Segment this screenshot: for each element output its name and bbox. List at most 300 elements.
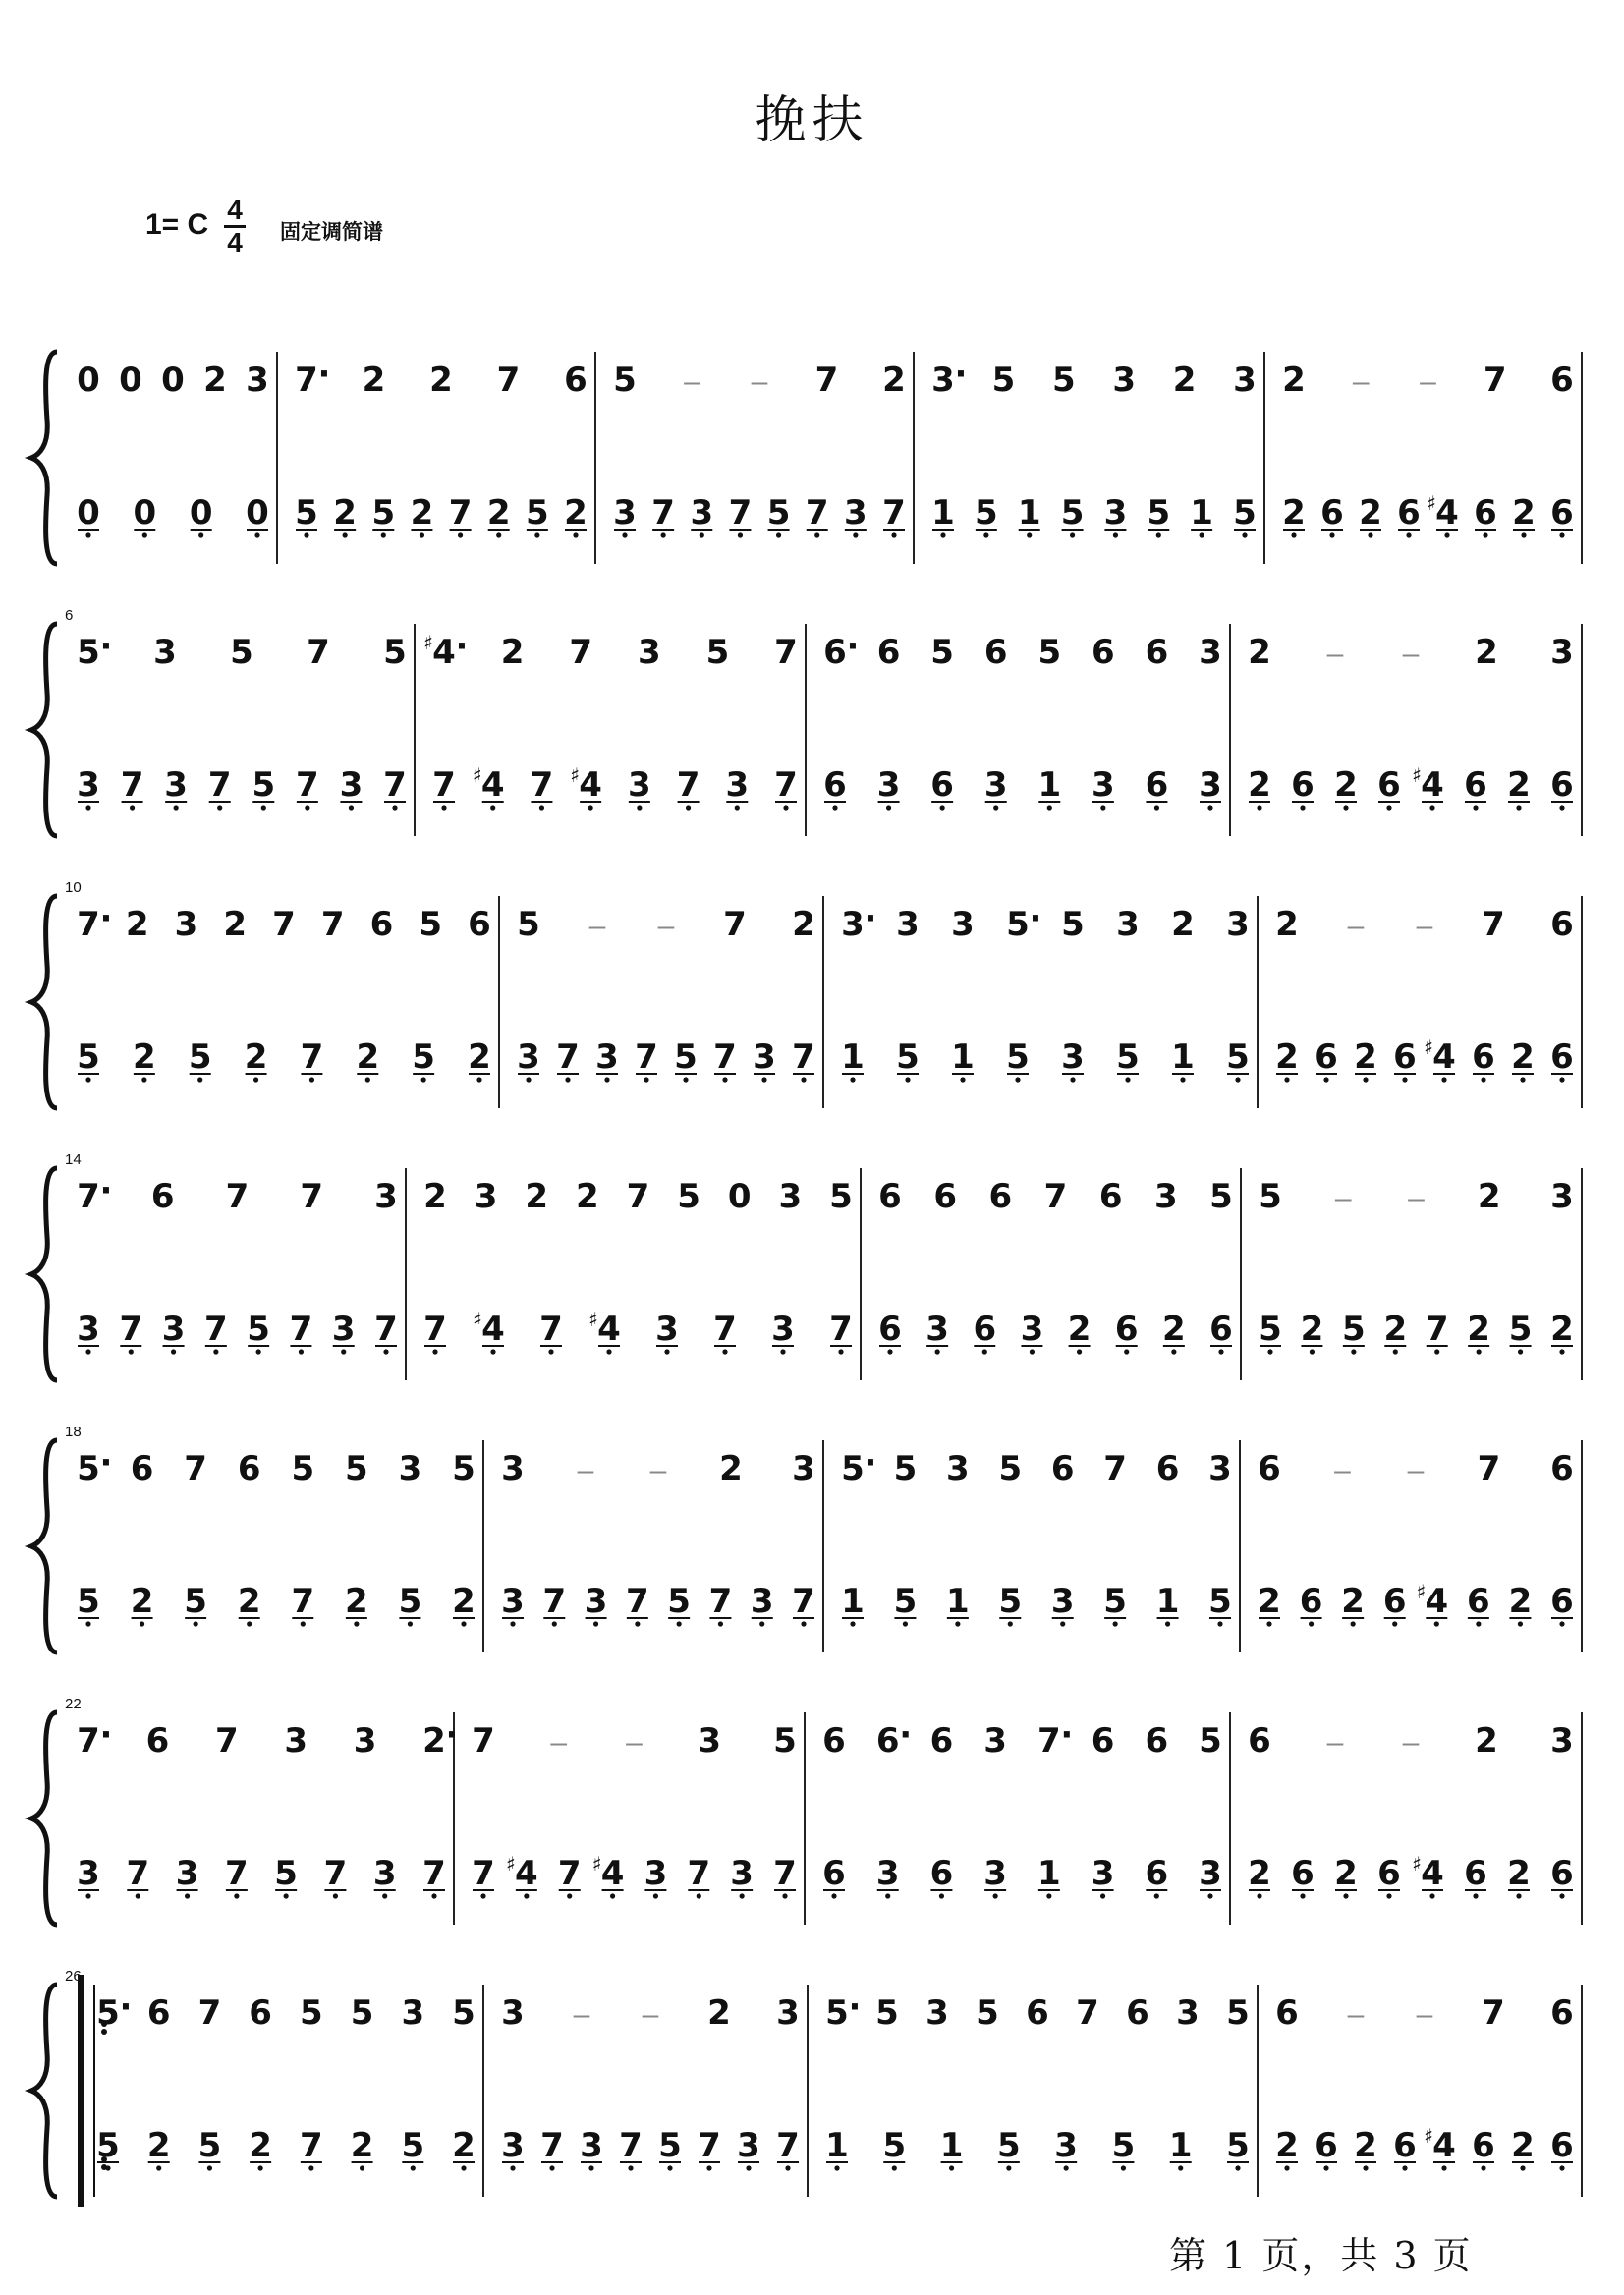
bass-note: 3 <box>655 1310 679 1349</box>
bass-note: 6 <box>1291 765 1315 805</box>
treble-note: 6 <box>933 1177 958 1216</box>
treble-note: 6 <box>468 905 491 944</box>
octave-dot-below <box>718 1621 723 1626</box>
octave-dot-below <box>1008 1621 1013 1626</box>
octave-dot-below <box>1481 1077 1485 1082</box>
bass-note: 7 <box>374 1310 398 1349</box>
treble-note: 3 <box>174 905 198 944</box>
sustain-dash: – <box>588 910 606 942</box>
octave-dot-below <box>1047 805 1052 810</box>
octave-dot-below <box>1343 1893 1348 1898</box>
octave-dot-below <box>1300 805 1305 810</box>
octave-dot-below <box>365 1077 370 1082</box>
bass-note: 6 <box>1320 493 1344 532</box>
treble-note: 3 <box>946 1449 970 1488</box>
octave-dot-below <box>960 1077 965 1082</box>
bass-note: 7 <box>805 493 829 532</box>
treble-note: 6 <box>822 1721 846 1761</box>
octave-dot-below <box>1242 532 1247 537</box>
bass-note: 2 <box>1354 1037 1377 1077</box>
octave-dot-below <box>1351 1349 1356 1354</box>
octave-dot-below <box>524 1893 529 1898</box>
treble-note: 6 <box>145 1721 170 1761</box>
treble-note: 3 <box>1550 1177 1574 1216</box>
octave-dot-below <box>939 1893 944 1898</box>
treble-note: 7 <box>77 905 100 944</box>
bass-note: 3 <box>175 1854 199 1893</box>
measure-number: 14 <box>65 1151 82 1168</box>
treble-note: 7 <box>1037 1721 1061 1761</box>
bass-note: 7 <box>542 1582 567 1621</box>
sustain-dash: – <box>1402 1726 1420 1759</box>
octave-dot-below <box>85 532 90 537</box>
octave-dot-below <box>1363 2165 1368 2170</box>
bass-note: 2 <box>1300 1310 1324 1349</box>
octave-dot-below <box>1300 1893 1305 1898</box>
treble-note: 2 <box>422 1721 446 1761</box>
bass-note: 2 <box>1354 2126 1377 2165</box>
bass-note: 5 <box>667 1582 691 1621</box>
measure-number: 18 <box>65 1424 82 1440</box>
octave-dot-below <box>1156 532 1161 537</box>
treble-note: 5 <box>825 1993 849 2033</box>
bass-note: 6 <box>929 1854 954 1893</box>
bass-note: 1 <box>841 1037 865 1077</box>
bass-note: 7 <box>829 1310 853 1349</box>
octave-dot-below <box>588 2165 593 2170</box>
octave-dot-below <box>254 532 259 537</box>
treble-note: 7 <box>626 1177 650 1216</box>
bass-note: 2 <box>237 1582 261 1621</box>
bass-note: 2 <box>1258 1582 1281 1621</box>
sharp-accidental: ♯ <box>570 763 580 787</box>
octave-dot-below <box>801 1621 806 1626</box>
bass-note: 3 <box>1092 765 1115 805</box>
bass-note: 5 <box>1226 1037 1250 1077</box>
bass-note: 5 <box>398 1582 422 1621</box>
augmentation-dot: · <box>864 899 877 938</box>
bass-note: 2 <box>1359 493 1382 532</box>
bass-note: 6 <box>1464 1854 1487 1893</box>
bass-note: 1 <box>825 2126 849 2165</box>
augmentation-dot: · <box>99 1171 113 1210</box>
bass-note: 5 <box>1208 1582 1232 1621</box>
octave-dot-below <box>1100 805 1105 810</box>
treble-note: 3 <box>1233 361 1257 400</box>
bass-note: 4 <box>600 1854 625 1893</box>
treble-note: 7 <box>1076 1993 1099 2033</box>
octave-dot-below <box>1434 1621 1439 1626</box>
bass-note: 2 <box>1248 765 1271 805</box>
bass-note: 1 <box>1037 1854 1061 1893</box>
bass-note: 2 <box>356 1037 380 1077</box>
octave-dot-below <box>1520 1077 1525 1082</box>
octave-dot-below <box>301 1621 306 1626</box>
sustain-dash: – <box>577 1454 594 1486</box>
treble-note: 3 <box>401 1993 425 2033</box>
octave-dot-below <box>85 1893 90 1898</box>
treble-note: 5 <box>1051 361 1076 400</box>
octave-dot-below <box>644 1077 648 1082</box>
treble-note: 3 <box>1226 905 1250 944</box>
bass-note: 7 <box>651 493 675 532</box>
treble-note: 7 <box>814 361 839 400</box>
bass-note: 7 <box>422 1854 446 1893</box>
octave-dot-below <box>1368 532 1372 537</box>
bass-note: 2 <box>1275 1037 1299 1077</box>
octave-dot-below <box>567 1893 572 1898</box>
octave-dot-below <box>1027 532 1032 537</box>
bass-note: 2 <box>1507 1854 1531 1893</box>
treble-note: 5 <box>829 1177 853 1216</box>
bass-note: 7 <box>120 765 144 805</box>
sustain-dash: – <box>1402 638 1420 670</box>
treble-note: 6 <box>249 1993 272 2033</box>
octave-dot-below <box>441 805 446 810</box>
treble-note: 6 <box>929 1721 954 1761</box>
treble-note: 2 <box>792 905 815 944</box>
octave-dot-below <box>1392 1621 1397 1626</box>
bass-note: 6 <box>1209 1310 1233 1349</box>
octave-dot-below <box>354 1621 359 1626</box>
bass-note: 6 <box>1315 1037 1338 1077</box>
octave-dot-below <box>1235 1077 1240 1082</box>
treble-note: 6 <box>983 633 1008 672</box>
bass-note: 2 <box>1467 1310 1490 1349</box>
treble-note: 3 <box>353 1721 377 1761</box>
treble-note: 6 <box>1126 1993 1149 2033</box>
page-title: 挽扶 <box>755 91 869 150</box>
bass-note: 7 <box>383 765 407 805</box>
octave-dot-below <box>1481 2165 1485 2170</box>
treble-note: 6 <box>876 633 901 672</box>
octave-dot-below <box>993 1893 998 1898</box>
octave-dot-below <box>935 1349 940 1354</box>
octave-dot-below <box>722 1077 727 1082</box>
bass-note: 5 <box>274 1854 298 1893</box>
octave-dot-below <box>392 805 397 810</box>
octave-dot-below <box>305 805 309 810</box>
sharp-accidental: ♯ <box>1424 1036 1433 1059</box>
octave-dot-below <box>1363 1077 1368 1082</box>
octave-dot-below <box>382 1893 387 1898</box>
bass-note: 1 <box>931 493 955 532</box>
system-brace <box>31 1712 57 1925</box>
octave-dot-below <box>785 2165 790 2170</box>
treble-note: 6 <box>1275 1993 1299 2033</box>
bass-note: 3 <box>737 2126 760 2165</box>
octave-dot-below <box>421 1077 426 1082</box>
bass-note: 6 <box>822 1854 846 1893</box>
bass-note: 3 <box>77 1310 100 1349</box>
octave-dot-below <box>637 805 642 810</box>
bass-note: 7 <box>557 1854 582 1893</box>
treble-note: 3 <box>983 1721 1007 1761</box>
treble-note: 7 <box>295 361 318 400</box>
augmentation-dot: · <box>899 1715 913 1755</box>
sustain-dash: – <box>1352 365 1370 398</box>
octave-dot-below <box>1343 805 1348 810</box>
treble-note: 6 <box>1550 361 1574 400</box>
octave-dot-below <box>776 532 781 537</box>
octave-dot-below <box>1323 1077 1328 1082</box>
bass-note: 5 <box>1006 1037 1030 1077</box>
octave-dot-below <box>476 1077 481 1082</box>
octave-dot-below <box>1291 532 1296 537</box>
treble-note: 7 <box>225 1177 250 1216</box>
octave-dot-below <box>1386 1893 1391 1898</box>
bass-note: 3 <box>1103 493 1128 532</box>
octave-dot-below <box>834 2165 839 2170</box>
octave-dot-below <box>343 532 348 537</box>
treble-note: 6 <box>1145 633 1169 672</box>
bass-note: 3 <box>730 1854 754 1893</box>
octave-dot-below <box>1477 1349 1482 1354</box>
bass-note: 7 <box>225 1854 249 1893</box>
augmentation-dot: · <box>445 1715 459 1755</box>
bass-note: 5 <box>1342 1310 1366 1349</box>
bass-note: 7 <box>540 2126 564 2165</box>
bass-note: 7 <box>776 2126 800 2165</box>
treble-note: 2 <box>1248 633 1271 672</box>
bass-note: 6 <box>1291 1854 1315 1893</box>
treble-note: 6 <box>823 633 847 672</box>
bass-note: 1 <box>1171 1037 1195 1077</box>
bass-note: 1 <box>946 1582 970 1621</box>
bass-note: 2 <box>350 2126 374 2165</box>
treble-note: 3 <box>246 361 269 400</box>
sustain-dash: – <box>649 1454 667 1486</box>
treble-note: 5 <box>1209 1177 1233 1216</box>
bass-note: 6 <box>1474 493 1497 532</box>
treble-note: 2 <box>1172 361 1197 400</box>
octave-dot-below <box>1323 2165 1328 2170</box>
octave-dot-below <box>759 1621 764 1626</box>
bass-note: 3 <box>1054 2126 1078 2165</box>
treble-note: 7 <box>197 1993 222 2033</box>
octave-dot-below <box>1266 1621 1271 1626</box>
treble-note: 2 <box>882 361 906 400</box>
octave-dot-below <box>480 1893 485 1898</box>
bass-note: 4 <box>1435 493 1459 532</box>
octave-dot-below <box>982 1349 987 1354</box>
octave-dot-below <box>349 805 354 810</box>
octave-dot-below <box>1518 1349 1523 1354</box>
bass-note: 5 <box>401 2126 425 2165</box>
octave-dot-below <box>1559 805 1564 810</box>
sharp-accidental: ♯ <box>1424 2124 1433 2148</box>
treble-note: 7 <box>1103 1449 1127 1488</box>
octave-dot-below <box>1406 532 1411 537</box>
octave-dot-below <box>1217 1621 1222 1626</box>
treble-note: 2 <box>362 361 386 400</box>
octave-dot-below <box>1483 532 1487 537</box>
bass-note: 6 <box>878 1310 902 1349</box>
octave-dot-below <box>213 1349 218 1354</box>
bass-note: 1 <box>1155 1582 1180 1621</box>
bass-note: 3 <box>77 1854 100 1893</box>
treble-note: 2 <box>1475 633 1498 672</box>
octave-dot-below <box>490 1349 495 1354</box>
augmentation-dot: · <box>99 899 113 938</box>
octave-dot-below <box>814 532 819 537</box>
sharp-accidental: ♯ <box>1416 1580 1427 1603</box>
octave-dot-below <box>1218 1349 1223 1354</box>
sustain-dash: – <box>1416 1998 1433 2031</box>
bass-note: 7 <box>713 1310 737 1349</box>
treble-note: 5 <box>841 1449 865 1488</box>
bass-note: 6 <box>1472 2126 1495 2165</box>
bass-note: 5 <box>252 765 276 805</box>
octave-dot-below <box>1473 1893 1478 1898</box>
bass-note: 6 <box>1382 1582 1407 1621</box>
sustain-dash: – <box>1416 910 1433 942</box>
bass-note: 6 <box>1145 1854 1169 1893</box>
treble-note: 7 <box>496 361 521 400</box>
octave-dot-below <box>746 2165 751 2170</box>
treble-note: 2 <box>423 1177 447 1216</box>
bass-note: 5 <box>658 2126 682 2165</box>
treble-note: 7 <box>1043 1177 1068 1216</box>
treble-note: 3 <box>1199 633 1222 672</box>
octave-dot-below <box>738 532 743 537</box>
time-signature-top: 4 <box>227 195 243 225</box>
sustain-dash: – <box>1408 1182 1425 1214</box>
treble-note: 6 <box>1155 1449 1180 1488</box>
bass-note: 3 <box>876 765 901 805</box>
octave-dot-below <box>1267 1349 1272 1354</box>
augmentation-dot: · <box>846 627 860 666</box>
octave-dot-below <box>299 1349 304 1354</box>
octave-dot-below <box>683 1077 688 1082</box>
bass-note: 3 <box>983 765 1008 805</box>
octave-dot-below <box>1070 1077 1075 1082</box>
sustain-dash: – <box>1347 1998 1365 2031</box>
treble-note: 5 <box>350 1993 374 2033</box>
sustain-dash: – <box>550 1726 568 1759</box>
octave-dot-below <box>1516 805 1521 810</box>
treble-note: 5 <box>773 1721 797 1761</box>
bass-note: 2 <box>1067 1310 1092 1349</box>
treble-note: 6 <box>150 1177 175 1216</box>
bass-note: 6 <box>1550 1854 1574 1893</box>
bass-note: 5 <box>371 493 396 532</box>
octave-dot-below <box>761 1077 766 1082</box>
bass-note: 3 <box>925 1310 949 1349</box>
treble-note: 2 <box>429 361 453 400</box>
treble-note: 5 <box>893 1449 918 1488</box>
bass-note: 2 <box>486 493 511 532</box>
bass-note: 6 <box>1550 2126 1574 2165</box>
octave-dot-below <box>1518 1621 1523 1626</box>
bass-note: 3 <box>164 765 188 805</box>
octave-dot-below <box>207 2165 212 2170</box>
bass-note: 5 <box>766 493 791 532</box>
octave-dot-below <box>194 1621 198 1626</box>
bass-note: 7 <box>300 1037 324 1077</box>
treble-note: 7 <box>569 633 593 672</box>
treble-note: 6 <box>1550 1449 1574 1488</box>
bass-note: 6 <box>1472 1037 1495 1077</box>
treble-note: 5 <box>1061 905 1085 944</box>
system-brace <box>31 896 57 1108</box>
measure-number: 22 <box>65 1696 82 1712</box>
treble-note: 5 <box>705 633 730 672</box>
treble-note: 5 <box>300 1993 323 2033</box>
bass-note: 7 <box>698 2126 721 2165</box>
augmentation-dot: · <box>119 1987 133 2027</box>
treble-note: 5 <box>1037 633 1062 672</box>
bass-note: 2 <box>249 2126 272 2165</box>
augmentation-dot: · <box>1060 1715 1074 1755</box>
treble-note: 3 <box>925 1993 949 2033</box>
octave-dot-below <box>1386 805 1391 810</box>
bass-note: 6 <box>1464 765 1487 805</box>
bass-note: 3 <box>1199 1854 1222 1893</box>
octave-dot-below <box>360 2165 364 2170</box>
sharp-accidental: ♯ <box>1412 1852 1422 1875</box>
notation-label: 固定调简谱 <box>280 221 383 244</box>
bass-note: 6 <box>973 1310 997 1349</box>
octave-dot-below <box>308 2165 313 2170</box>
bass-note: 5 <box>1147 493 1171 532</box>
bass-note: 5 <box>96 2126 120 2165</box>
octave-dot-below <box>510 1621 515 1626</box>
bass-note: 7 <box>204 1310 228 1349</box>
bass-note: 6 <box>1299 1582 1323 1621</box>
octave-dot-below <box>1284 2165 1289 2170</box>
treble-note: 7 <box>77 1721 100 1761</box>
octave-dot-below <box>610 1893 615 1898</box>
treble-note: 6 <box>1550 1993 1574 2033</box>
sustain-dash: – <box>1326 1726 1344 1759</box>
bass-note: 6 <box>1315 2126 1338 2165</box>
octave-dot-below <box>130 805 135 810</box>
bass-note: 6 <box>1393 1037 1417 1077</box>
sharp-accidental: ♯ <box>1412 763 1422 787</box>
bass-note: 7 <box>792 1582 815 1621</box>
octave-dot-below <box>686 805 691 810</box>
treble-note: 3 <box>931 361 955 400</box>
sustain-dash: – <box>1334 1454 1351 1486</box>
treble-note: 3 <box>841 905 865 944</box>
bass-note: 3 <box>1091 1854 1115 1893</box>
bass-note: 7 <box>687 1854 711 1893</box>
bass-note: 7 <box>619 2126 643 2165</box>
treble-note: 3 <box>374 1177 398 1216</box>
bass-note: 2 <box>345 1582 368 1621</box>
octave-dot-below <box>256 1349 261 1354</box>
sustain-dash: – <box>657 910 675 942</box>
octave-dot-below <box>993 805 998 810</box>
treble-note: 6 <box>1091 1721 1115 1761</box>
octave-dot-below <box>1100 1893 1105 1898</box>
bass-note: 5 <box>997 2126 1021 2165</box>
octave-dot-below <box>1125 1077 1130 1082</box>
treble-note: 0 <box>727 1177 752 1216</box>
treble-note: 5 <box>452 1449 476 1488</box>
octave-dot-below <box>885 1893 890 1898</box>
bass-note: 3 <box>613 493 637 532</box>
bass-note: 6 <box>1397 493 1421 532</box>
octave-dot-below <box>1070 532 1075 537</box>
octave-dot-below <box>552 1621 557 1626</box>
octave-dot-below <box>940 805 945 810</box>
bass-note: 2 <box>133 1037 156 1077</box>
bass-note: 2 <box>410 493 434 532</box>
augmentation-dot: · <box>317 355 331 394</box>
octave-dot-below <box>309 1077 314 1082</box>
